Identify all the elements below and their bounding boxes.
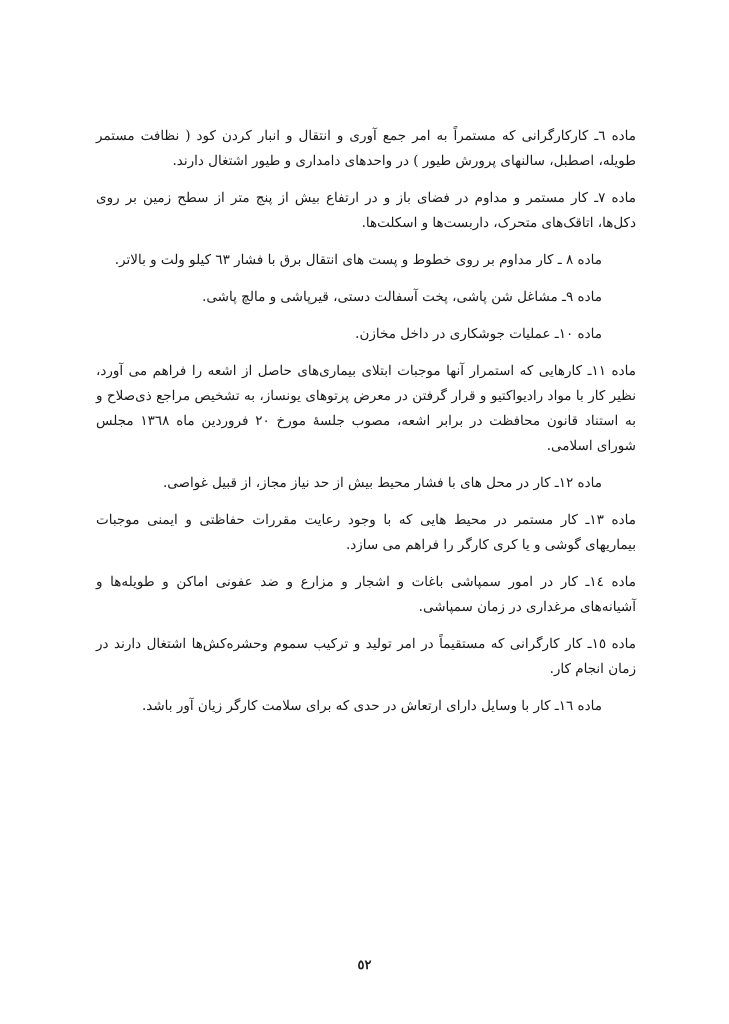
document-body bbox=[96, 124, 636, 731]
page-number: ٥٢ bbox=[357, 958, 372, 973]
article-8-paragraph: ماده ٨ ـ کار مداوم بر روی خطوط و پست های انتقال برق با فشار ٦٣ کیلو ولت و بالاتر. bbox=[114, 252, 602, 268]
article-14-paragraph: ماده ١٤ـ کار در امور سمپاشی باغات و اشجار و مزارع و ضد عفونی اماکن و طویله‌ها و آشیانه‌های مرغداری در زمان سمپاشی. bbox=[96, 574, 636, 615]
article-6-paragraph: ماده ٦ـ کارکارگرانی که مستمراً به امر جمع آوری و انتقال و انبار کردن کود ( نظافت مستمر طویله، اصطبل، سالنهای پرورش طیور ) در واحدهای دامداری و طیور اشتغال دارند. bbox=[96, 128, 636, 169]
article-11-paragraph: ماده ١١ـ کارهایی که استمرار آنها موجبات ابتلای بیماری‌های حاصل از اشعه را فراهم می آورد، نظیر کار با مواد رادیواکتیو و قرار گرفتن در معرض پرتوهای یونساز، به تشخیص مراجع ذی‌صلاح و به استناد قانون محافظت در برابر اشعه، مصوب جلسهٔ مورخ ٢٠ فروردین ماه ١٣٦٨ مجلس شورای اسلامی. bbox=[96, 363, 636, 454]
article-9-paragraph: ماده ٩ـ مشاغل شن پاشی، پخت آسفالت دستی، قیرپاشی و مالچ پاشی. bbox=[202, 289, 602, 305]
article-7-paragraph: ماده ٧ـ کار مستمر و مداوم در فضای باز و در ارتفاع بیش از پنج متر از سطح زمین بر روی دکل‌ها، اتاقک‌های متحرک، داربست‌ها و اسکلت‌ها. bbox=[96, 190, 636, 231]
article-12-paragraph: ماده ١٢ـ کار در محل های با فشار محیط بیش از حد نیاز مجاز، از قبیل غواصی. bbox=[163, 475, 602, 491]
article-10-paragraph: ماده ١٠ـ عملیات جوشکاری در داخل مخازن. bbox=[355, 326, 602, 342]
article-13-paragraph: ماده ١٣ـ کار مستمر در محیط هایی که با وجود رعایت مقررات حفاظتی و ایمنی موجبات بیماریهای گوشی و یا کری کارگر را فراهم می سازد. bbox=[96, 512, 636, 553]
article-15-paragraph: ماده ١٥ـ کار کارگرانی که مستقیماً در امر تولید و ترکیب سموم وحشره‌کش‌ها اشتغال دارند در زمان انجام کار. bbox=[96, 636, 636, 677]
article-16-paragraph: ماده ١٦ـ کار با وسایل دارای ارتعاش در حدی که برای سلامت کارگر زیان آور باشد. bbox=[141, 698, 602, 714]
